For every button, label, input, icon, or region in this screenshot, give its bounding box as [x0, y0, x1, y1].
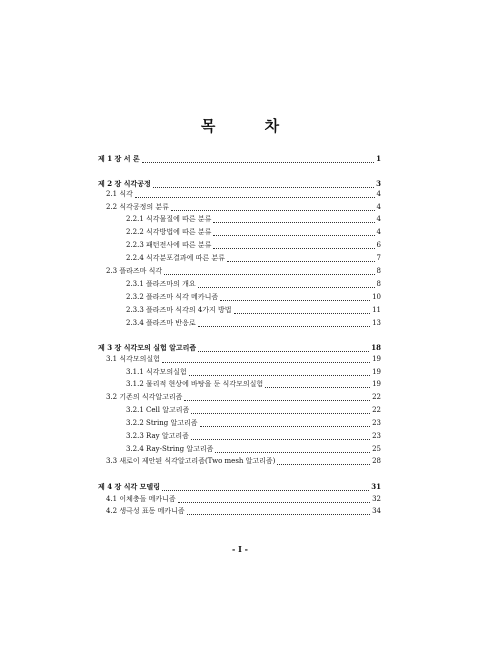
toc-entry-page-number: 19 [372, 380, 381, 388]
dot-leader [213, 229, 374, 236]
toc-entry-label: 제 1 장 서 론 [98, 154, 140, 163]
toc-entry-label: 2.3.3 플라즈마 식각의 4가지 방법 [126, 306, 232, 314]
dot-leader [213, 242, 374, 249]
toc-chapter-entry [98, 482, 381, 492]
toc-entry-page-number: 34 [372, 507, 381, 515]
toc-section-entry [126, 444, 381, 454]
toc-entry-label: 3.2.4 Ray-String 알고리즘 [126, 445, 214, 453]
toc-section-entry [106, 506, 381, 516]
dot-leader [215, 446, 370, 453]
toc-section-entry [126, 305, 381, 315]
toc-entry-page-number: 19 [372, 355, 381, 363]
dot-leader [171, 204, 375, 211]
toc-entry-page-number: 4 [376, 215, 381, 223]
page-number-footer: - I - [232, 544, 248, 554]
toc-chapter-entry [98, 179, 381, 189]
toc-entry-page-number: 11 [372, 306, 381, 314]
dot-leader [198, 281, 375, 288]
toc-section-entry [126, 227, 381, 237]
page-title: 목 차 [200, 117, 302, 135]
toc-entry-page-number: 3 [376, 179, 381, 188]
dot-leader [189, 369, 370, 376]
toc-entry-label: 제 4 장 식각 모델링 [98, 482, 160, 491]
toc-chapter-entry [98, 154, 381, 164]
toc-section-entry [106, 456, 381, 466]
toc-entry-label: 3.1 식각모의실험 [106, 355, 160, 363]
toc-section-entry [126, 318, 381, 328]
toc-section-entry [126, 240, 381, 250]
dot-leader [198, 320, 370, 327]
toc-section-entry [106, 189, 381, 199]
toc-section-entry [106, 392, 381, 402]
toc-entry-page-number: 13 [372, 319, 381, 327]
toc-entry-page-number: 1 [376, 154, 381, 163]
toc-entry-page-number: 7 [376, 254, 381, 262]
toc-entry-page-number: 25 [372, 445, 381, 453]
toc-section-entry [126, 367, 381, 377]
toc-entry-page-number: 22 [372, 393, 381, 401]
dot-leader [153, 181, 374, 188]
dot-leader [277, 458, 370, 465]
dot-leader [213, 216, 374, 223]
dot-leader [162, 356, 370, 363]
toc-entry-label: 2.3.1 플라즈마의 개요 [126, 280, 196, 288]
toc-entry-label: 2.2.4 식각분포결과에 따른 분류 [126, 254, 225, 262]
dot-leader [198, 345, 369, 352]
toc-entry-label: 제 2 장 식각공정 [98, 179, 151, 188]
toc-entry-page-number: 23 [372, 432, 381, 440]
toc-entry-label: 3.2.1 Cell 알고리즘 [126, 406, 190, 414]
toc-section-entry [126, 214, 381, 224]
toc-entry-page-number: 4 [376, 228, 381, 236]
dot-leader [162, 484, 369, 491]
dot-leader [265, 381, 370, 388]
toc-entry-label: 4.1 이체충돌 메카니즘 [106, 495, 176, 503]
dot-leader [227, 255, 375, 262]
dot-leader [135, 191, 375, 198]
toc-entry-label: 2.1 식각 [106, 190, 133, 198]
toc-entry-label: 2.2.2 식각방법에 따른 분류 [126, 228, 212, 236]
toc-section-entry [126, 253, 381, 263]
dot-leader [184, 394, 370, 401]
toc-entry-page-number: 4 [376, 203, 381, 211]
toc-entry-label: 제 3 장 식각모의 실험 알고리즘 [98, 343, 197, 352]
toc-entry-page-number: 28 [372, 457, 381, 465]
toc-section-entry [126, 405, 381, 415]
toc-entry-page-number: 23 [372, 419, 381, 427]
dot-leader [187, 508, 370, 515]
toc-entry-label: 2.3.4 플라즈마 반응로 [126, 319, 196, 327]
toc-section-entry [126, 279, 381, 289]
toc-chapter-entry [98, 343, 381, 353]
toc-entry-label: 2.2 식각공정의 분류 [106, 203, 169, 211]
toc-entry-label: 2.2.1 식각물질에 따른 분류 [126, 215, 212, 223]
toc-entry-label: 2.3.2 플라즈마 식각 메카니즘 [126, 293, 219, 301]
dot-leader [191, 407, 370, 414]
toc-section-entry [126, 292, 381, 302]
toc-entry-label: 3.3 새로이 제안된 식각알고리즘(Two mesh 알고리즘) [106, 457, 276, 465]
toc-section-entry [106, 266, 381, 276]
toc-entry-label: 4.2 생극성 표동 메카니즘 [106, 507, 185, 515]
toc-entry-page-number: 8 [376, 280, 381, 288]
toc-entry-page-number: 6 [376, 241, 381, 249]
toc-entry-page-number: 32 [372, 495, 381, 503]
toc-entry-label: 2.3 플라즈마 식각 [106, 267, 163, 275]
dot-leader [178, 496, 370, 503]
toc-entry-page-number: 8 [376, 267, 381, 275]
toc-entry-label: 2.2.3 패턴전사에 따른 분류 [126, 241, 212, 249]
dot-leader [220, 294, 370, 301]
toc-entry-label: 3.2.3 Ray 알고리즘 [126, 432, 189, 440]
toc-section-entry [126, 418, 381, 428]
dot-leader [200, 420, 371, 427]
toc-entry-page-number: 18 [371, 343, 381, 352]
toc-entry-label: 3.1.2 물리적 현상에 바탕을 둔 식각모의실험 [126, 380, 264, 388]
toc-section-entry [126, 379, 381, 389]
toc-entry-label: 3.2.2 String 알고리즘 [126, 419, 198, 427]
toc-entry-label: 3.2 기존의 식각알고리즘 [106, 393, 183, 401]
toc-entry-page-number: 4 [376, 190, 381, 198]
toc-section-entry [106, 354, 381, 364]
toc-entry-label: 3.1.1 식각모의실험 [126, 368, 187, 376]
dot-leader [191, 433, 370, 440]
dot-leader [142, 156, 374, 163]
toc-entry-page-number: 31 [371, 482, 381, 491]
toc-section-entry [126, 431, 381, 441]
dot-leader [164, 268, 374, 275]
toc-section-entry [106, 494, 381, 504]
toc-entry-page-number: 22 [372, 406, 381, 414]
dot-leader [234, 307, 371, 314]
toc-entry-page-number: 10 [372, 293, 381, 301]
toc-section-entry [106, 202, 381, 212]
toc-entry-page-number: 19 [372, 368, 381, 376]
